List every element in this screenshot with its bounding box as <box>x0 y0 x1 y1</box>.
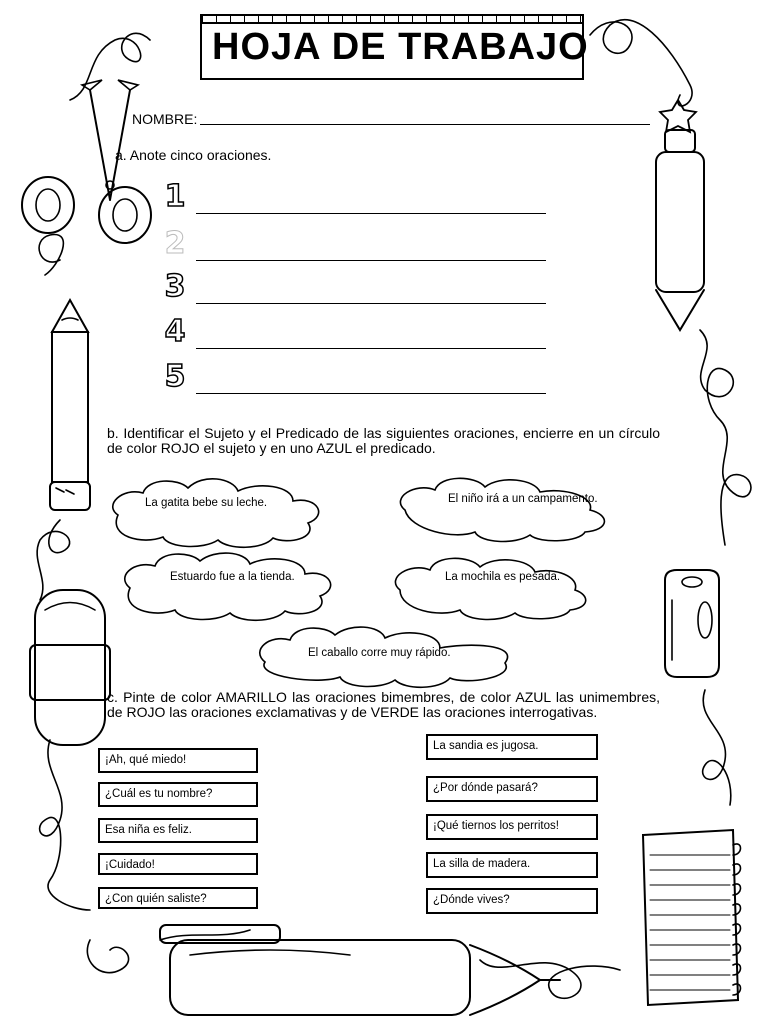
cloud-sentence-4[interactable]: La mochila es pesada. <box>445 571 561 583</box>
cloud-sentence-5[interactable]: El caballo corre muy rápido. <box>308 647 451 659</box>
sentence-box-right-5[interactable]: ¿Dónde vives? <box>426 888 598 914</box>
sentence-box-left-5[interactable]: ¿Con quién saliste? <box>98 887 258 909</box>
sentence-box-right-3[interactable]: ¡Qué tiernos los perritos! <box>426 814 598 840</box>
section-b-instruction: b. Identificar el Sujeto y el Predicado de las siguientes oraciones, encierre en un círculo de color ROJO el sujeto y en uno AZUL el predicado. <box>107 425 660 456</box>
section-c-instruction: c. Pinte de color AMARILLO las oraciones bimembres, de color AZUL las unimembres, de ROJO las oraciones exclamativas y de VERDE las oraciones interrogativas. <box>107 689 660 720</box>
cloud-sentence-3[interactable]: Estuardo fue a la tienda. <box>170 571 295 583</box>
answer-line-2 <box>160 227 550 267</box>
number-4-icon: 4 <box>164 314 186 349</box>
answer-line-3 <box>160 270 550 310</box>
answer-line-5 <box>160 360 550 400</box>
answer-field-5[interactable] <box>196 393 546 394</box>
name-field[interactable] <box>200 124 650 125</box>
name-label: NOMBRE: <box>132 111 198 127</box>
number-3-icon: 3 <box>164 269 186 304</box>
number-5-icon: 5 <box>164 359 186 394</box>
sentence-box-left-4[interactable]: ¡Cuidado! <box>98 853 258 875</box>
sentence-box-left-2[interactable]: ¿Cuál es tu nombre? <box>98 782 258 807</box>
section-a-instruction: a. Anote cinco oraciones. <box>115 147 272 163</box>
sentence-box-right-1[interactable]: La sandia es jugosa. <box>426 734 598 760</box>
answer-line-1 <box>160 180 550 220</box>
answer-field-1[interactable] <box>196 213 546 214</box>
page-title: HOJA DE TRABAJO <box>212 26 589 68</box>
answer-field-3[interactable] <box>196 303 546 304</box>
sentence-box-right-2[interactable]: ¿Por dónde pasará? <box>426 776 598 802</box>
cloud-sentence-2[interactable]: El niño irá a un campamento. <box>448 493 598 505</box>
answer-field-2[interactable] <box>196 260 546 261</box>
answer-field-4[interactable] <box>196 348 546 349</box>
sentence-box-left-3[interactable]: Esa niña es feliz. <box>98 818 258 843</box>
number-1-icon: 1 <box>164 179 186 214</box>
cloud-sentence-1[interactable]: La gatita bebe su leche. <box>145 497 268 509</box>
number-2-icon: 2 <box>164 226 186 261</box>
answer-line-4 <box>160 315 550 355</box>
sentence-box-right-4[interactable]: La silla de madera. <box>426 852 598 878</box>
sentence-box-left-1[interactable]: ¡Ah, qué miedo! <box>98 748 258 773</box>
